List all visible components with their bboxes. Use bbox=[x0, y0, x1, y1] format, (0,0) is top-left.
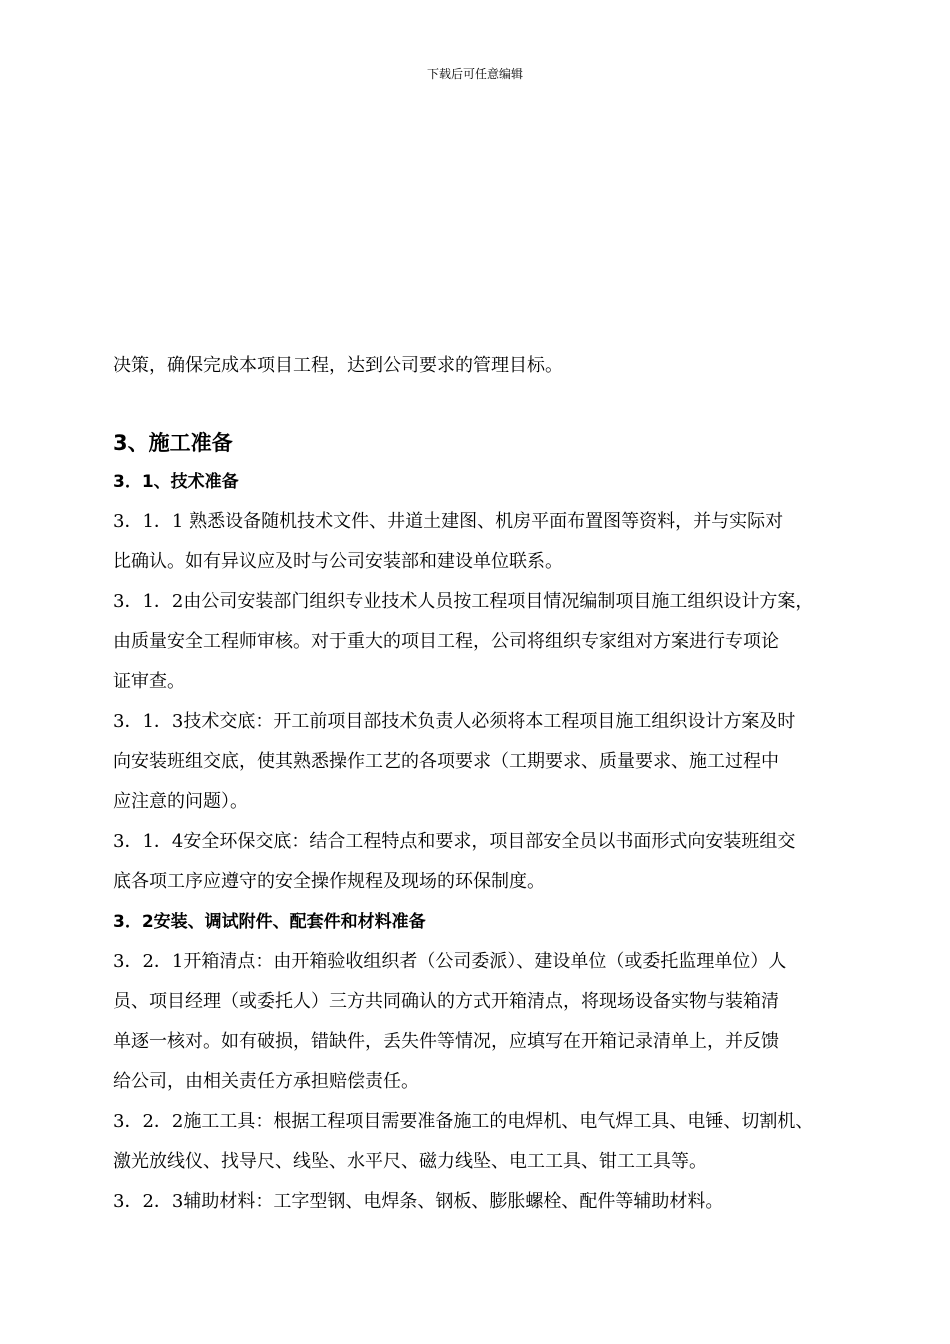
paragraph-line: 给公司，由相关责任方承担赔偿责任。 bbox=[113, 1071, 419, 1092]
section-3-1-heading: 3．1、技术准备 bbox=[113, 472, 239, 492]
intro-line: 决策，确保完成本项目工程，达到公司要求的管理目标。 bbox=[113, 355, 563, 376]
paragraph-3-2-1 bbox=[113, 949, 843, 1095]
paragraph-line: 3．1．3技术交底：开工前项目部技术负责人必须将本工程项目施工组织设计方案及时 bbox=[113, 711, 796, 732]
paragraph-3-1-3 bbox=[113, 709, 843, 815]
page-header: 下载后可任意编辑 bbox=[426, 67, 523, 81]
paragraph-3-1-2 bbox=[113, 589, 843, 695]
paragraph-line: 3．2．3辅助材料：工字型钢、电焊条、钢板、膨胀螺栓、配件等辅助材料。 bbox=[113, 1191, 724, 1212]
paragraph-line: 比确认。如有异议应及时与公司安装部和建设单位联系。 bbox=[113, 551, 563, 572]
paragraph-line: 3．1．2由公司安装部门组织专业技术人员按工程项目情况编制项目施工组织设计方案， bbox=[113, 591, 814, 612]
paragraph-line: 单逐一核对。如有破损，错缺件，丢失件等情况，应填写在开箱记录清单上，并反馈 bbox=[113, 1031, 779, 1052]
paragraph-line: 3．2．1开箱清点：由开箱验收组织者（公司委派）、建设单位（或委托监理单位）人 bbox=[113, 951, 787, 972]
paragraph-line: 向安装班组交底，使其熟悉操作工艺的各项要求（工期要求、质量要求、施工过程中 bbox=[113, 751, 779, 772]
paragraph-line: 由质量安全工程师审核。对于重大的项目工程，公司将组织专家组对方案进行专项论 bbox=[113, 631, 779, 652]
paragraph-3-1-4 bbox=[113, 829, 843, 895]
paragraph-3-1-1 bbox=[113, 509, 843, 575]
paragraph-line: 3．2．2施工工具：根据工程项目需要准备施工的电焊机、电气焊工具、电锤、切割机、 bbox=[113, 1111, 814, 1132]
paragraph-line: 应注意的问题）。 bbox=[113, 791, 248, 812]
paragraph-line: 激光放线仪、找导尺、线坠、水平尺、磁力线坠、电工工具、钳工工具等。 bbox=[113, 1151, 707, 1172]
paragraph-line: 3．1．1 熟悉设备随机技术文件、井道土建图、机房平面布置图等资料，并与实际对 bbox=[113, 511, 784, 532]
paragraph-line: 底各项工序应遵守的安全操作规程及现场的环保制度。 bbox=[113, 871, 545, 892]
document-body bbox=[113, 353, 843, 1229]
paragraph-3-2-2 bbox=[113, 1109, 843, 1175]
spacer bbox=[113, 393, 843, 429]
section-3-2-heading: 3．2安装、调试附件、配套件和材料准备 bbox=[113, 912, 426, 932]
section-3-heading: 3、施工准备 bbox=[113, 431, 233, 455]
paragraph-3-2-3 bbox=[113, 1189, 843, 1215]
paragraph-line: 员、项目经理（或委托人）三方共同确认的方式开箱清点，将现场设备实物与装箱清 bbox=[113, 991, 779, 1012]
paragraph-line: 证审查。 bbox=[113, 671, 185, 692]
paragraph-line: 3．1．4安全环保交底：结合工程特点和要求，项目部安全员以书面形式向安装班组交 bbox=[113, 831, 796, 852]
